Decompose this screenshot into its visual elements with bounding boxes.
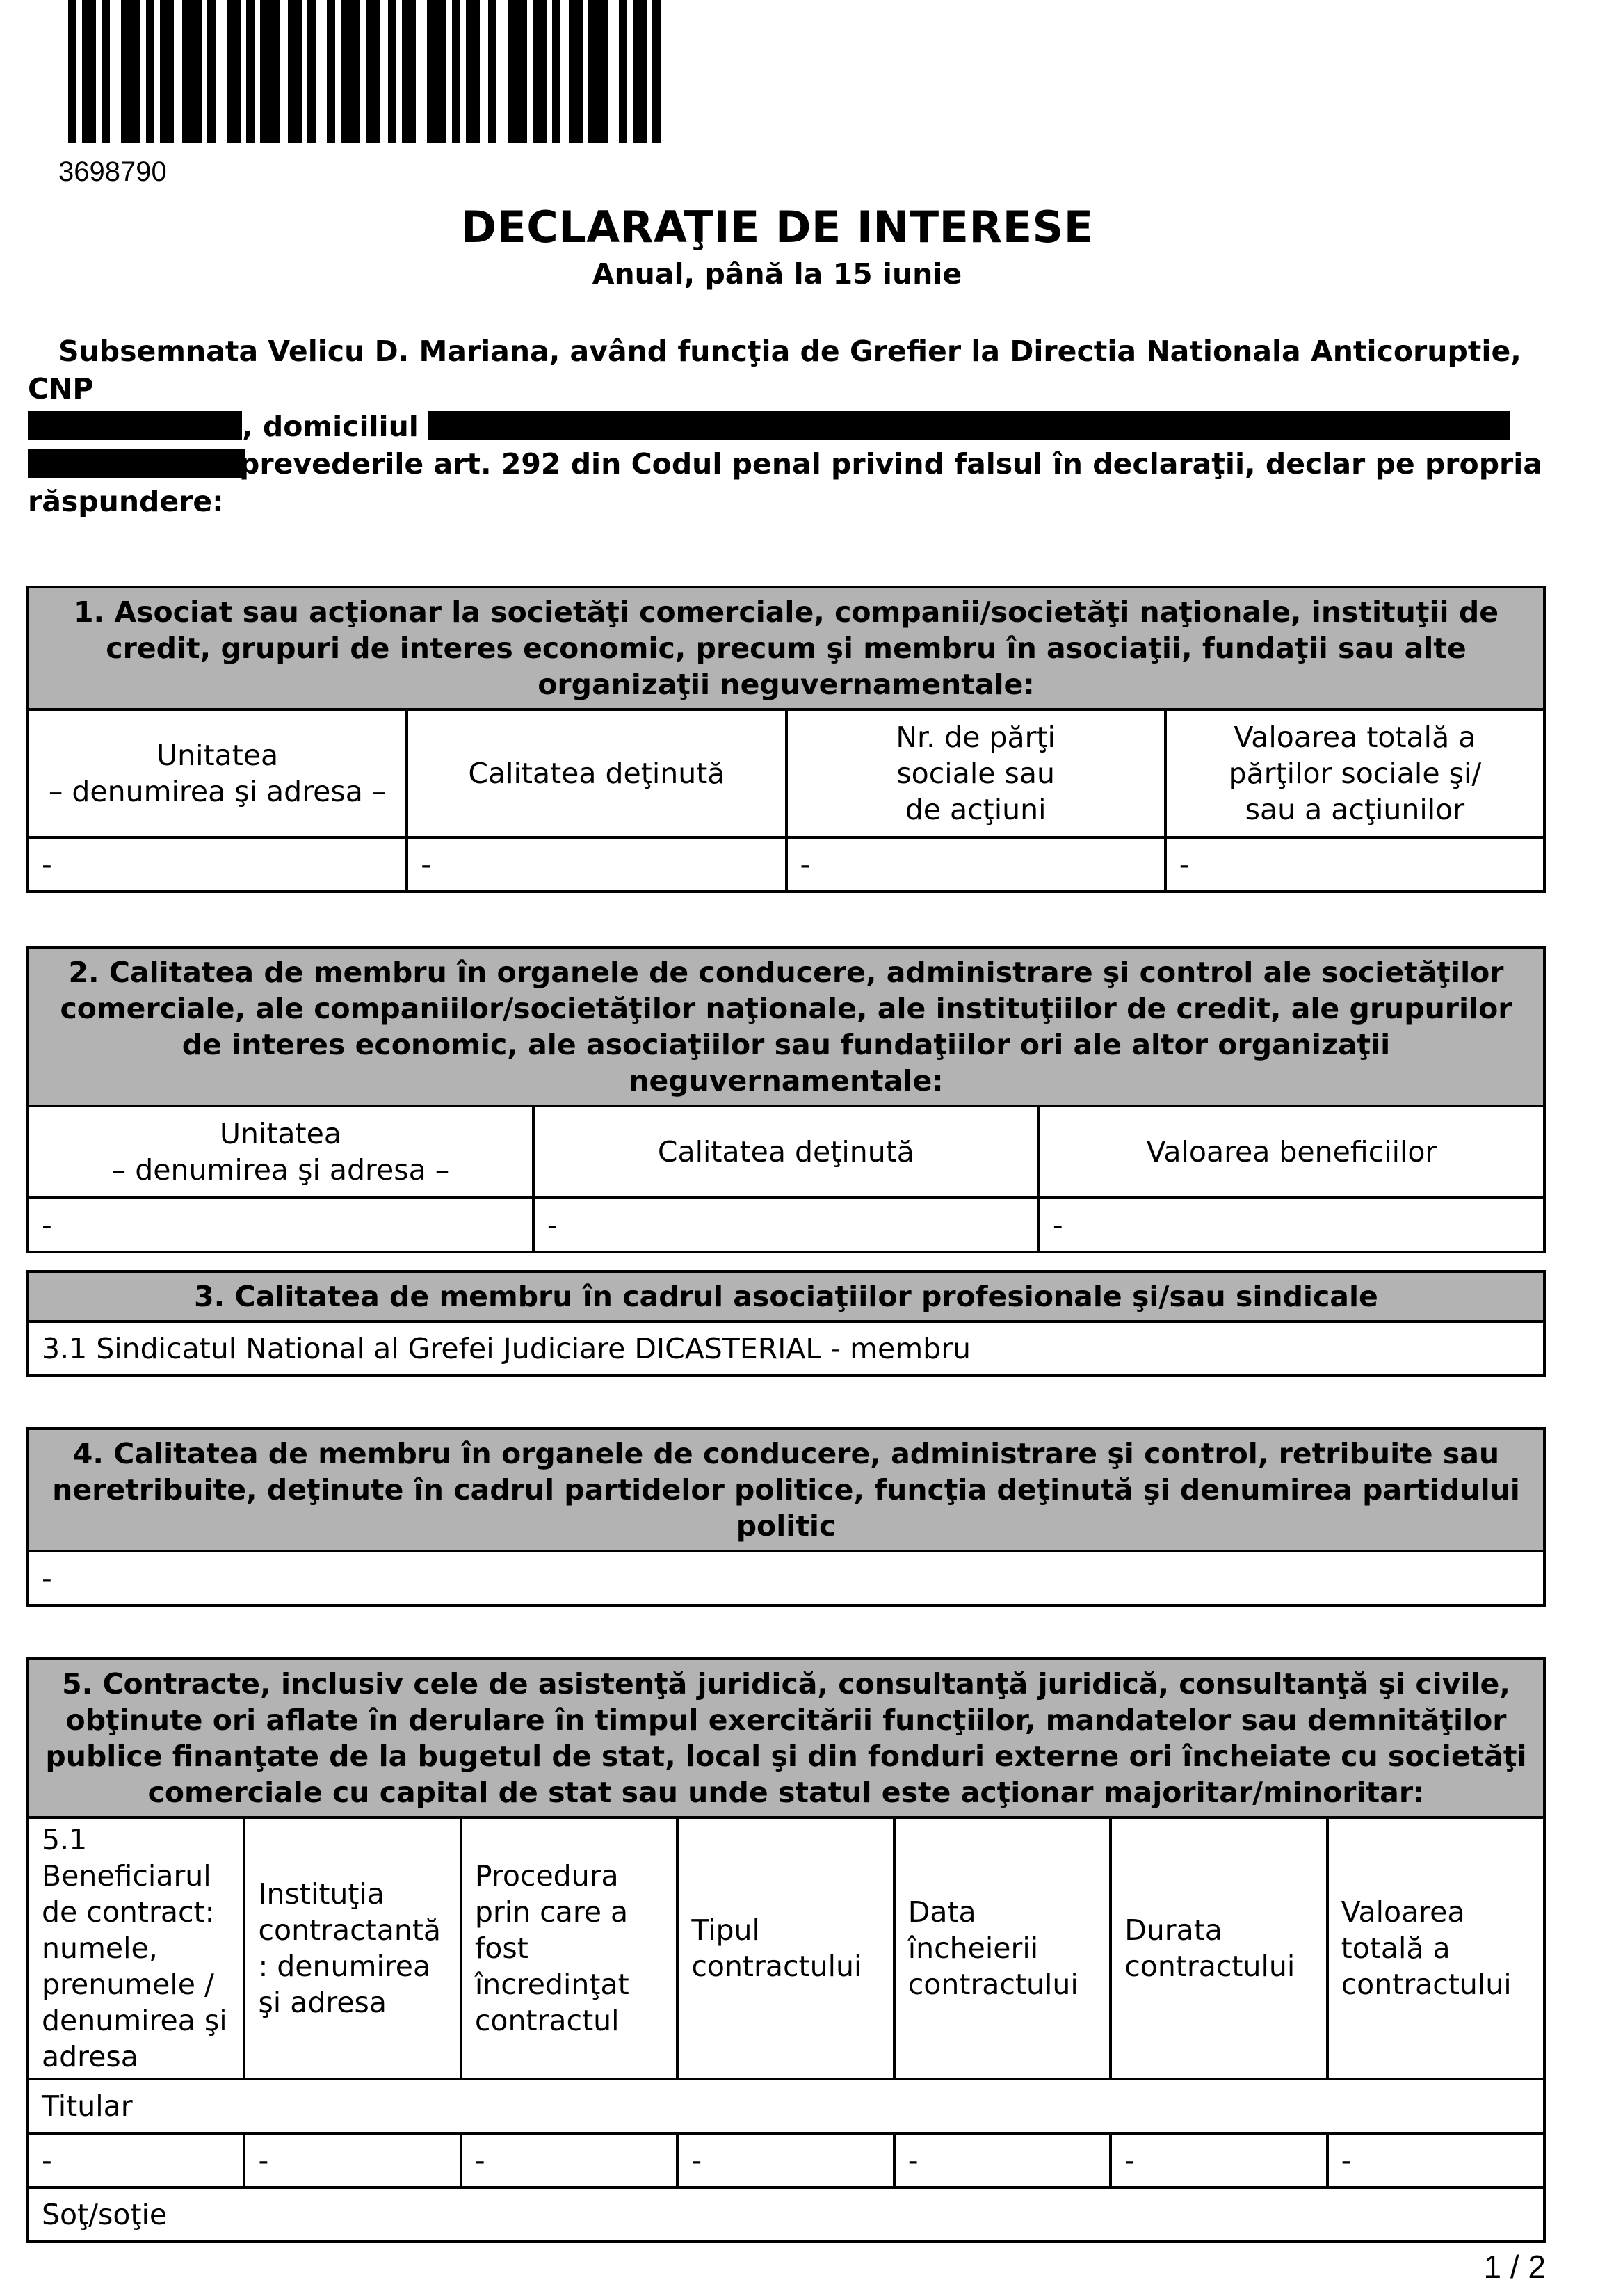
table-row	[28, 837, 1544, 892]
section-2-header: 2. Calitatea de membru în organele de conducere, administrare şi control ale societăţilor comerciale, ale companiilor/societăţilor naţionale, ale instituţiilor de credit, ale grupurilor de interes economic, ale asociaţiilor sau fundaţiilor ori ale altor organizaţii neguvernamentale:	[28, 947, 1544, 1106]
section-5-header: 5. Contracte, inclusiv cele de asistenţă juridică, consultanţă juridică, consultanţă şi civile, obţinute ori aflate în derulare în timpul exercitării funcţiilor, mandatelor sau demnităţilor publice finanţate de la bugetul de stat, local şi din fonduri externe ori încheiate cu societăţi comerciale cu capital de stat sau unde statul este acţionar majoritar/minoritar:	[28, 1659, 1544, 1817]
s1-col-valoarea: Valoarea totală a părţilor sociale şi/ sau a acţiunilor	[1165, 709, 1544, 837]
redacted-cnp	[28, 411, 242, 440]
section-5-table	[26, 1657, 1546, 2243]
table-cell: -	[461, 2133, 677, 2187]
barcode	[68, 0, 857, 143]
s5-col-valoarea: Valoarea totală a contractului	[1327, 1817, 1544, 2079]
table-cell: -	[1111, 2133, 1327, 2187]
section-3-entry: 3.1 Sindicatul National al Grefei Judiciare DICASTERIAL - membru	[28, 1322, 1544, 1376]
s1-col-unitatea: Unitatea – denumirea şi adresa –	[28, 709, 407, 837]
s5-col-beneficiar: 5.1 Beneficiarul de contract: numele, prenumele / denumirea şi adresa	[28, 1817, 244, 2079]
s5-col-data: Data încheierii contractului	[894, 1817, 1111, 2079]
s5-col-durata: Durata contractului	[1111, 1817, 1327, 2079]
page-number: 1 / 2	[1483, 2249, 1546, 2285]
s5-col-tipul: Tipul contractului	[677, 1817, 894, 2079]
table-cell: -	[677, 2133, 894, 2187]
document-id: 3698790	[58, 156, 167, 187]
intro-line-2	[28, 408, 1551, 445]
table-cell: -	[1165, 837, 1544, 892]
s2-col-calitatea: Calitatea deţinută	[533, 1106, 1039, 1198]
page-title: DECLARAŢIE DE INTERESE	[460, 202, 1094, 252]
intro-declaration: cunoscând prevederile art. 292 din Codul penal privind falsul în declaraţii, declar pe propria răspundere:	[28, 447, 1542, 518]
table-cell: -	[533, 1198, 1039, 1252]
s5-group-sot: Soţ/soţie	[28, 2187, 1544, 2242]
section-1-header: 1. Asociat sau acţionar la societăţi comerciale, companii/societăţi naţionale, instituţii de credit, grupuri de interes economic, precum şi membru în asociaţii, fundaţii sau alte organizaţii neguvernamentale:	[28, 587, 1544, 709]
s5-col-institutia: Instituţia contractantă : denumirea şi adresa	[244, 1817, 460, 2079]
table-cell: -	[28, 837, 407, 892]
section-3-header: 3. Calitatea de membru în cadrul asociaţiilor profesionale şi/sau sindicale	[28, 1271, 1544, 1322]
table-cell: -	[28, 1198, 533, 1252]
s2-col-unitatea: Unitatea – denumirea şi adresa –	[28, 1106, 533, 1198]
s1-col-nr-parti: Nr. de părţi sociale sau de acţiuni	[786, 709, 1165, 837]
table-cell: -	[407, 837, 786, 892]
page-subtitle: Anual, până la 15 iunie	[592, 257, 962, 291]
s1-col-calitatea: Calitatea deţinută	[407, 709, 786, 837]
table-row	[28, 1198, 1544, 1252]
redacted-address	[428, 411, 1510, 440]
table-cell: -	[894, 2133, 1111, 2187]
s5-group-titular: Titular	[28, 2079, 1544, 2133]
table-cell: -	[28, 2133, 244, 2187]
s2-col-valoarea: Valoarea beneficiilor	[1039, 1106, 1544, 1198]
section-4-header: 4. Calitatea de membru în organele de conducere, administrare şi control, retribuite sau neretribuite, deţinute în cadrul partidelor politice, funcţia deţinută şi denumirea partidului politic	[28, 1429, 1544, 1551]
table-cell: -	[786, 837, 1165, 892]
section-3-table	[26, 1270, 1546, 1377]
section-2-table	[26, 946, 1546, 1253]
table-cell: -	[244, 2133, 460, 2187]
table-cell: -	[1327, 2133, 1544, 2187]
section-4-table	[26, 1427, 1546, 1607]
section-4-entry: -	[28, 1551, 1544, 1605]
section-1-table	[26, 586, 1546, 893]
table-cell: -	[1039, 1198, 1544, 1252]
table-row	[28, 2133, 1544, 2187]
s5-col-procedura: Procedura prin care a fost încredinţat contractul	[461, 1817, 677, 2079]
intro-line-1: Subsemnata Velicu D. Mariana, având funcţia de Grefier la Directia Nationala Anticoruptie, CNP	[28, 335, 1521, 406]
intro-domiciliu-label: , domiciliul	[242, 410, 419, 443]
